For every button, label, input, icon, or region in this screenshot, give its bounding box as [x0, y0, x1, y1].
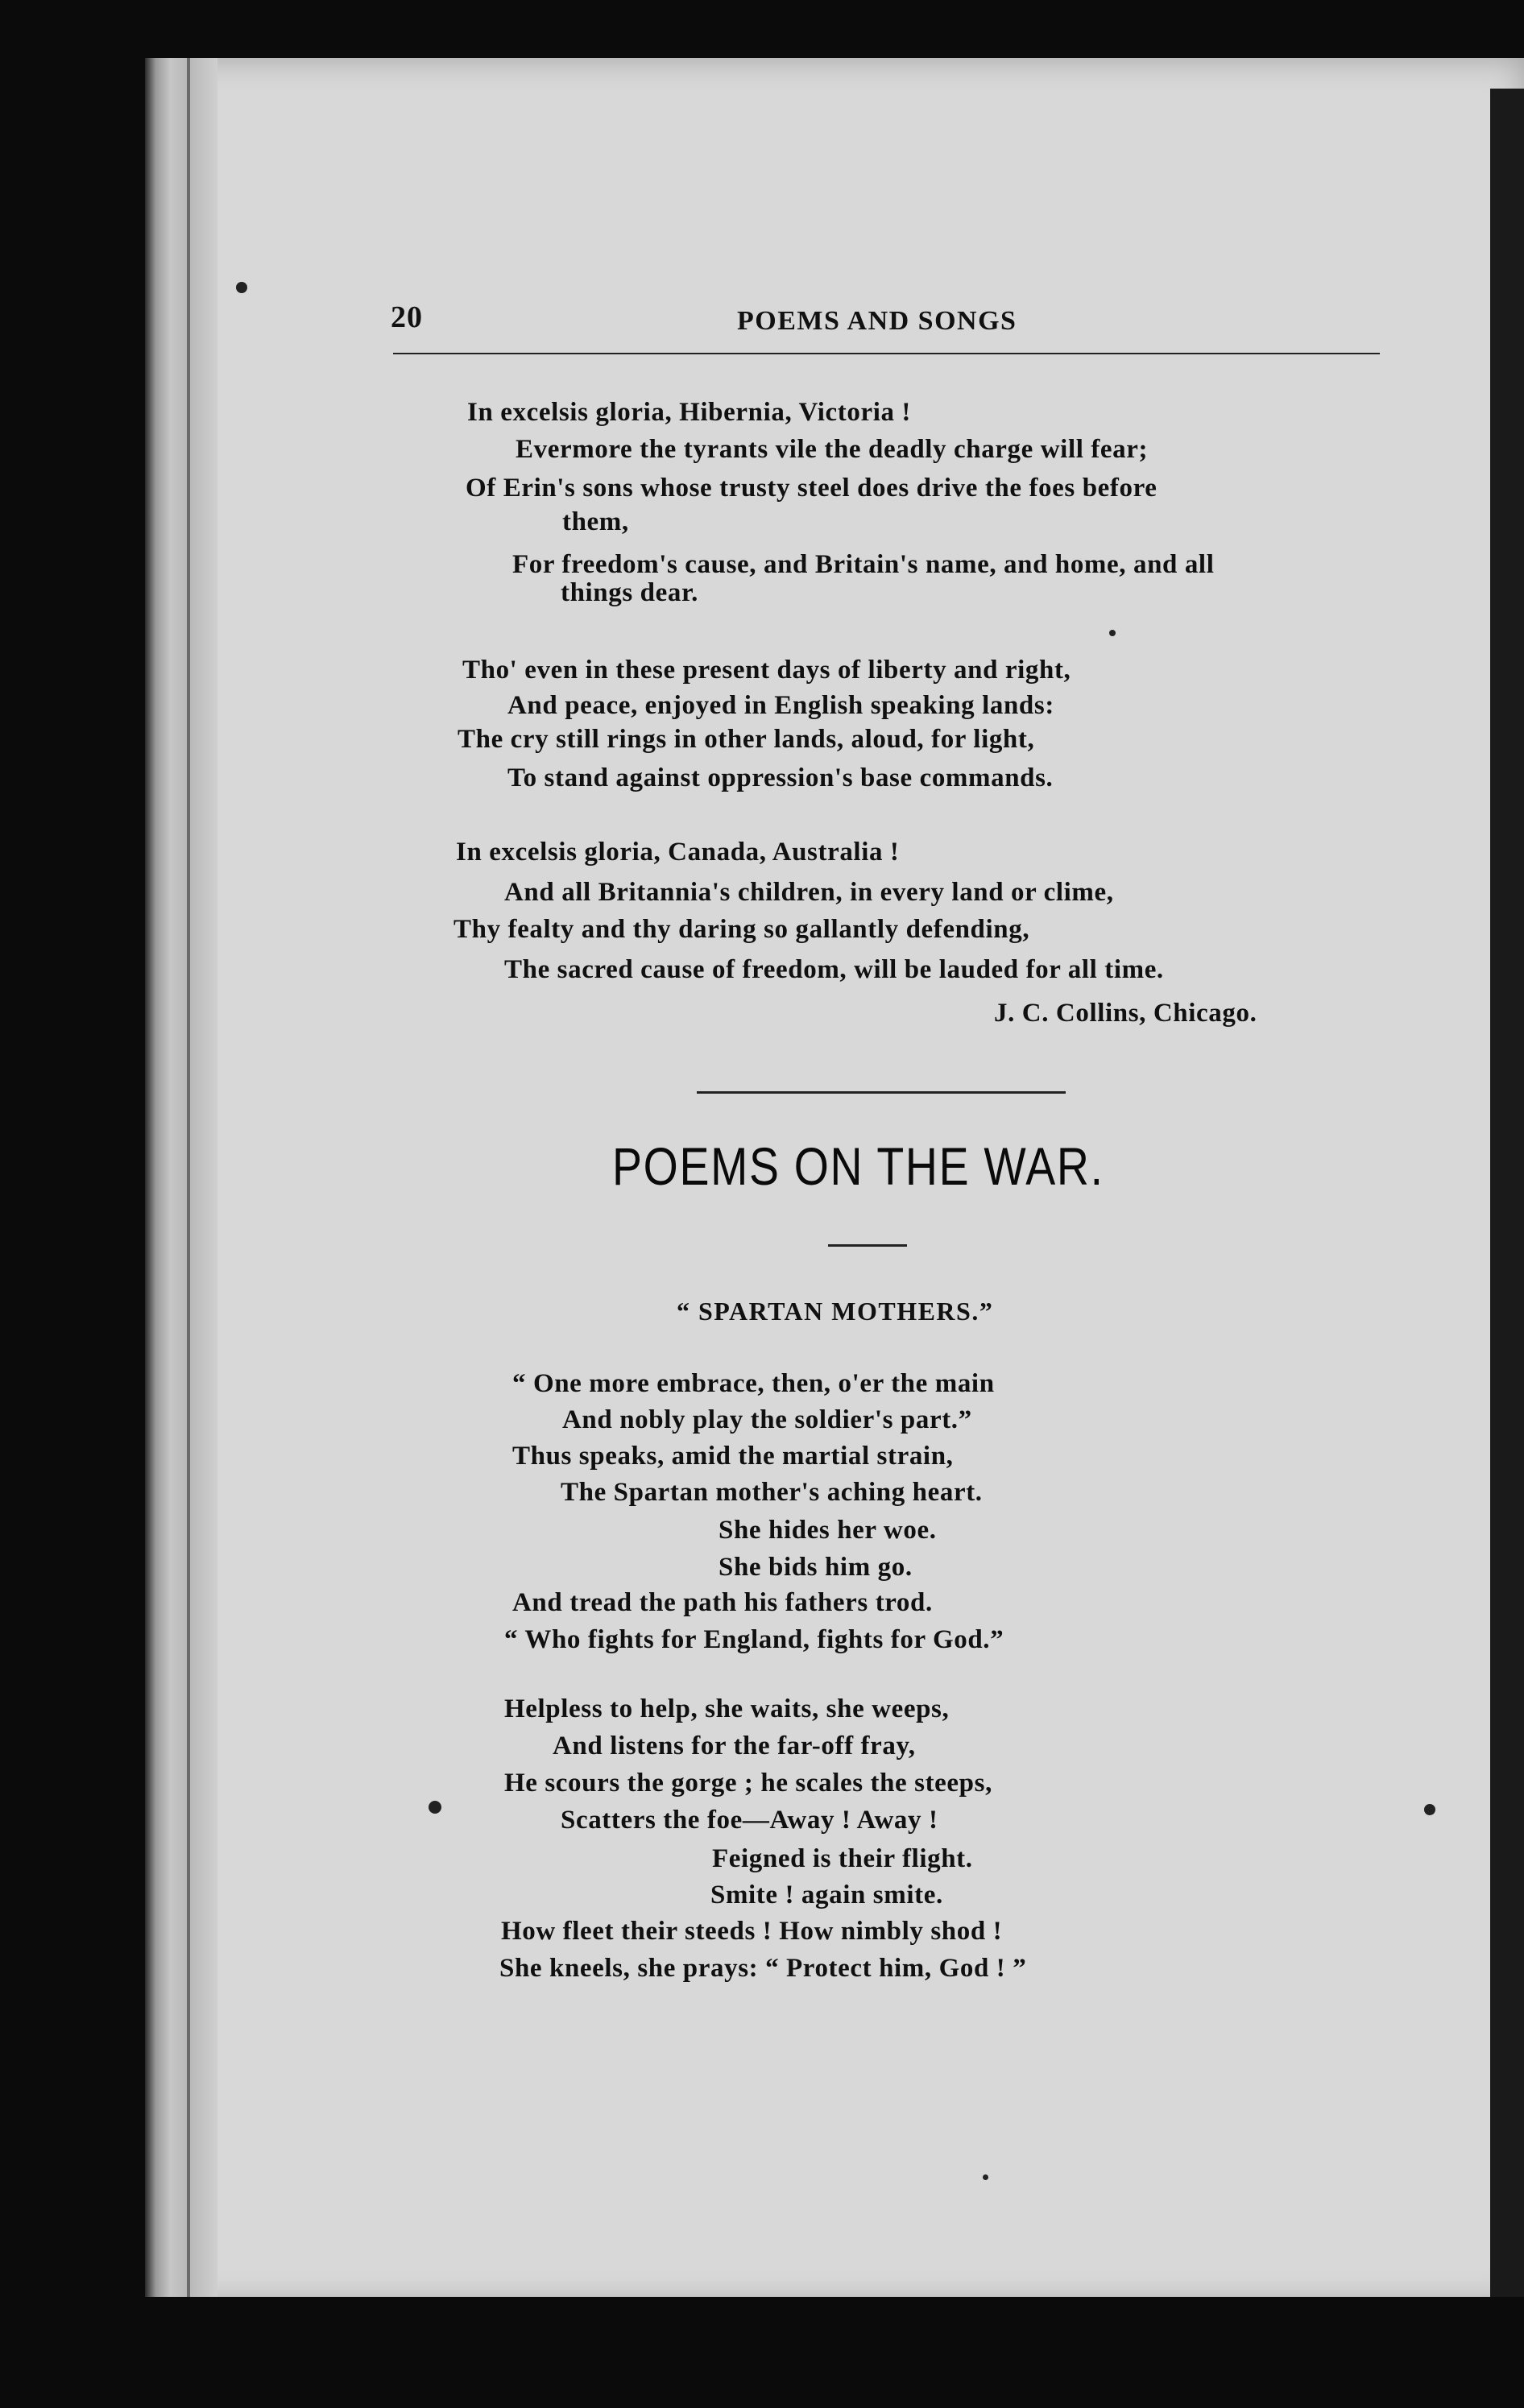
- verse-line: And tread the path his fathers trod.: [512, 1588, 933, 1617]
- poem-author: J. C. Collins, Chicago.: [994, 999, 1257, 1028]
- verse-line: He scours the gorge ; he scales the steeps,: [504, 1769, 992, 1798]
- verse-line: Scatters the foe—Away ! Away !: [561, 1806, 938, 1835]
- section-divider: [697, 1091, 1066, 1094]
- verse-line: Thus speaks, amid the martial strain,: [512, 1442, 954, 1471]
- verse-line: In excelsis gloria, Canada, Australia !: [456, 838, 900, 867]
- verse-line: She kneels, she prays: “ Protect him, God ! ”: [499, 1954, 1027, 1983]
- verse-line: And peace, enjoyed in English speaking lands:: [507, 691, 1054, 720]
- dust-speck: [236, 282, 247, 293]
- page-header: [391, 300, 1381, 348]
- page-right-edge: [1490, 89, 1524, 2319]
- verse-line: The Spartan mother's aching heart.: [561, 1478, 983, 1507]
- header-rule: [393, 353, 1380, 354]
- verse-line: Feigned is their flight.: [712, 1844, 973, 1873]
- verse-line: “ Who fights for England, fights for God.”: [504, 1625, 1004, 1654]
- poem-title: “ SPARTAN MOTHERS.”: [677, 1297, 994, 1326]
- page-bottom-edge: [105, 2297, 1524, 2408]
- verse-line: things dear.: [561, 578, 699, 607]
- title-underline: [828, 1244, 907, 1247]
- page-number: 20: [391, 300, 423, 334]
- section-title: POEMS ON THE WAR.: [612, 1136, 1104, 1196]
- verse-line: And all Britannia's children, in every land or clime,: [504, 878, 1114, 907]
- verse-line: For freedom's cause, and Britain's name, and home, and all: [512, 550, 1215, 579]
- verse-line: To stand against oppression's base commands.: [507, 763, 1054, 792]
- dust-speck: [983, 2174, 988, 2180]
- running-title: POEMS AND SONGS: [737, 306, 1017, 336]
- verse-line: She bids him go.: [719, 1553, 913, 1582]
- verse-line: them,: [562, 507, 629, 536]
- verse-line: Tho' even in these present days of liberty and right,: [462, 656, 1071, 685]
- dust-speck: [429, 1801, 441, 1814]
- verse-line: “ One more embrace, then, o'er the main: [512, 1369, 995, 1398]
- verse-line: Thy fealty and thy daring so gallantly defending,: [453, 915, 1030, 944]
- verse-line: How fleet their steeds ! How nimbly shod !: [501, 1917, 1003, 1946]
- verse-line: Of Erin's sons whose trusty steel does drive the foes before: [466, 474, 1157, 503]
- verse-line: In excelsis gloria, Hibernia, Victoria !: [467, 398, 912, 427]
- dust-speck: [1424, 1804, 1435, 1815]
- verse-line: And nobly play the soldier's part.”: [562, 1405, 972, 1434]
- page-binding-edge: [145, 58, 217, 2305]
- verse-line: She hides her woe.: [719, 1516, 937, 1545]
- dust-speck: [1109, 630, 1116, 636]
- verse-line: The cry still rings in other lands, aloud, for light,: [458, 725, 1035, 754]
- verse-line: Helpless to help, she waits, she weeps,: [504, 1694, 950, 1723]
- verse-line: Smite ! again smite.: [710, 1880, 943, 1909]
- verse-line: The sacred cause of freedom, will be lauded for all time.: [504, 955, 1164, 984]
- verse-line: Evermore the tyrants vile the deadly charge will fear;: [516, 435, 1149, 464]
- verse-line: And listens for the far-off fray,: [553, 1732, 916, 1760]
